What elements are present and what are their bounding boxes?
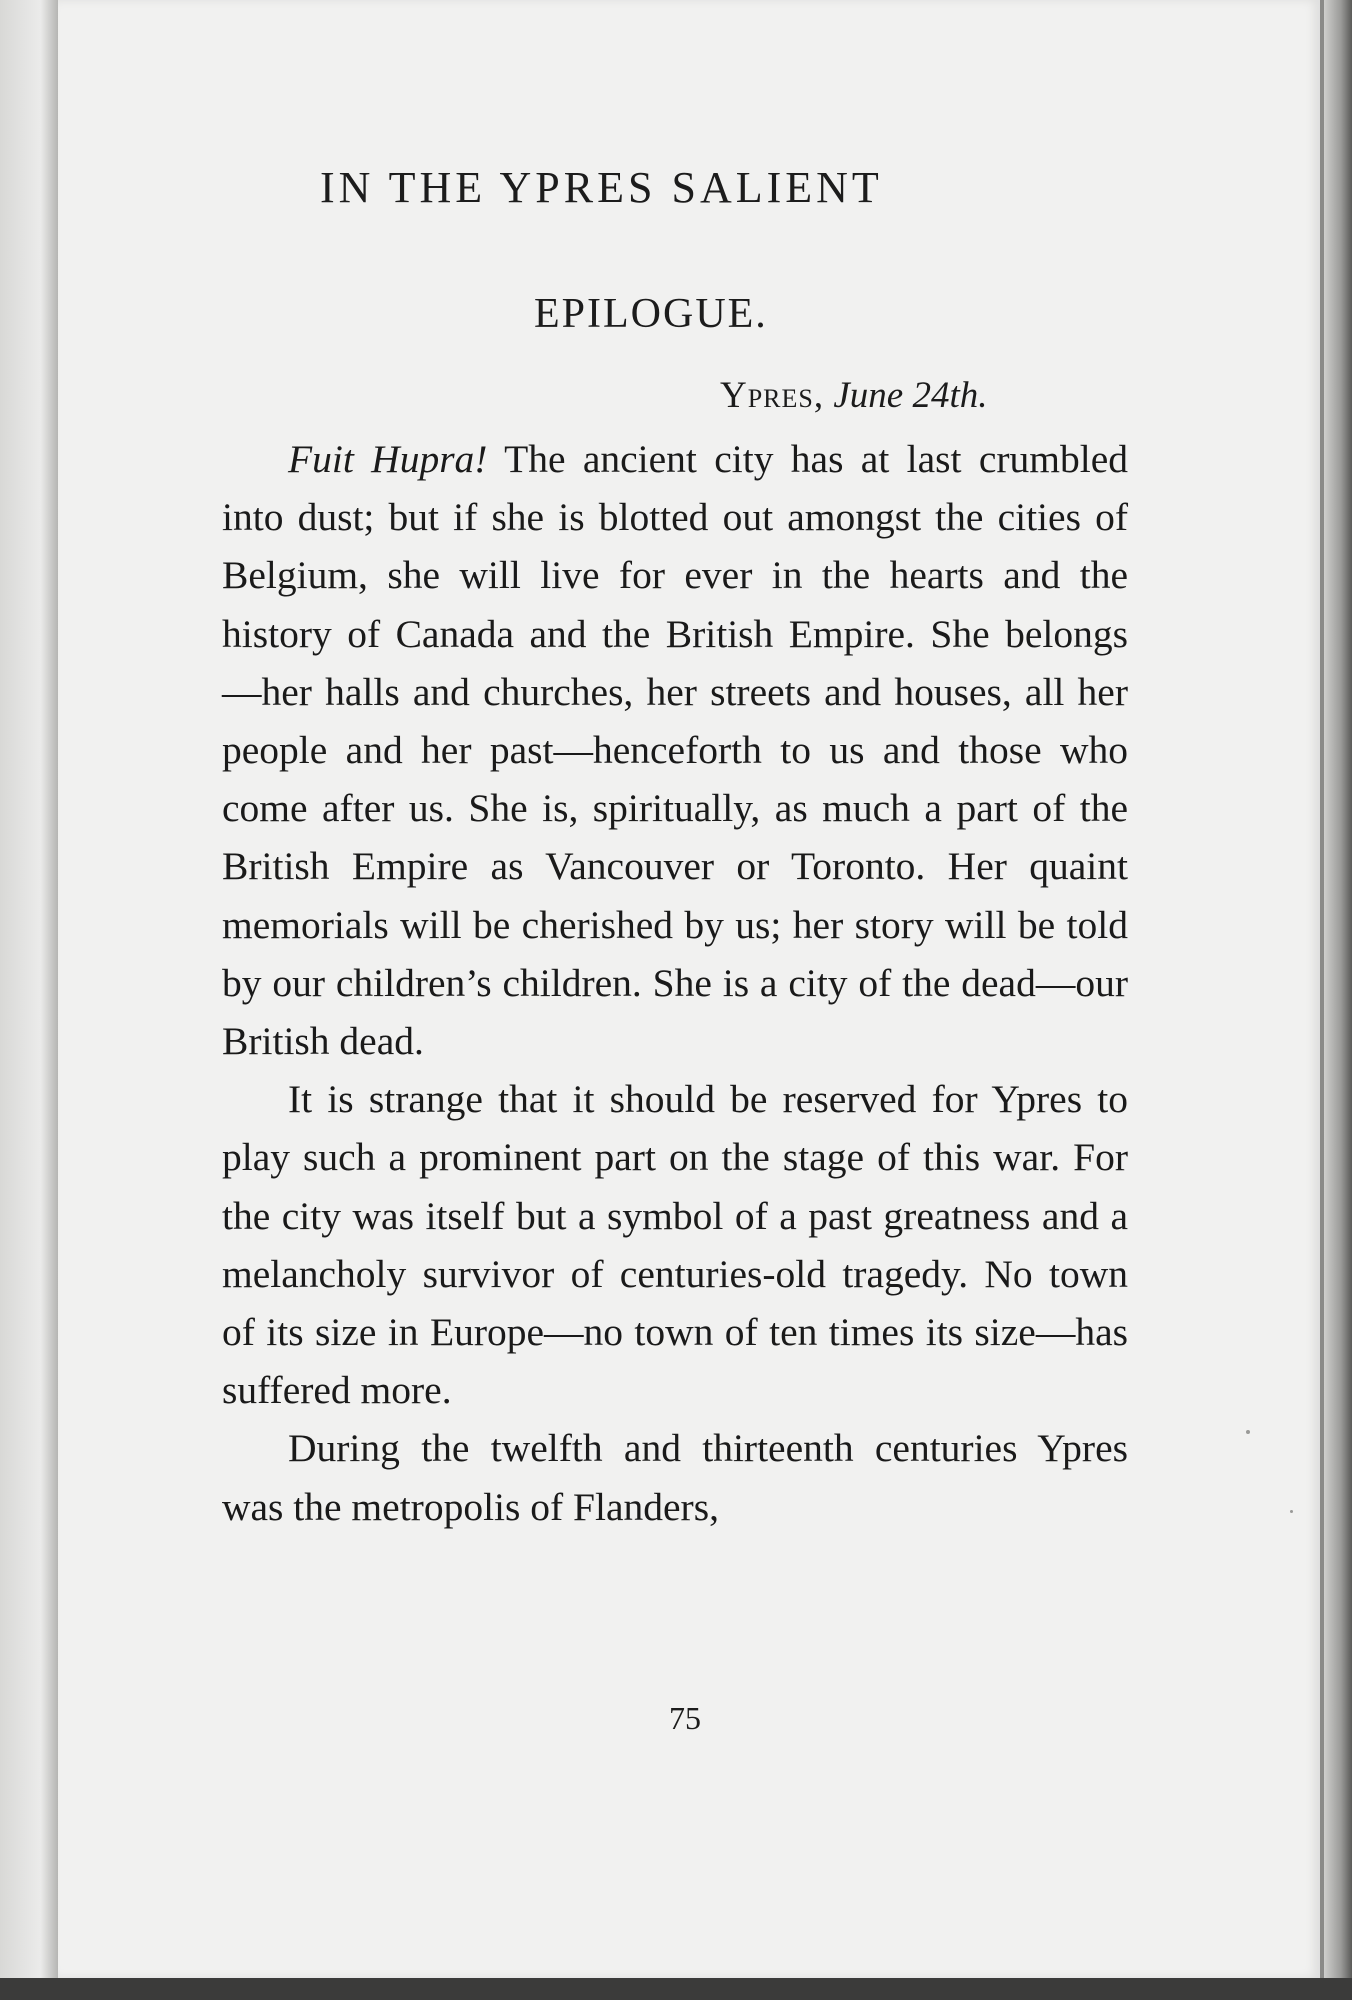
paragraph-1-text: The ancient city has at last crumbled into dust; but if she is blotted out amongst the cities of Belgium, she will live for ever in the hearts and the history of Canada and the British Empire. She belongs —her halls and churches, her streets and houses, all her people and her past—henceforth to us and those who come after us. She is, spiritually, as much a part of the British Empire as Vancouver or Toronto. Her quaint memorials will be cherished by us; her story will be told by our children’s children. She is a city of the dead—our British dead. xyxy=(222,437,1128,1064)
dateline-place: Ypres, xyxy=(720,375,825,416)
body-text xyxy=(222,430,1128,1536)
paragraph-3: During the twelfth and thirteenth centuries Ypres was the metropolis of Flanders, xyxy=(222,1426,1128,1529)
chapter-title: EPILOGUE. xyxy=(534,291,768,337)
facing-page-edge xyxy=(0,0,60,1984)
dateline-date: June 24th. xyxy=(833,375,988,416)
running-head: IN THE YPRES SALIENT xyxy=(320,163,883,212)
paragraph-1-lead: Fuit Hupra! xyxy=(288,437,488,481)
dateline xyxy=(720,374,988,417)
book-fore-edge xyxy=(1324,0,1352,2000)
paper-speck xyxy=(1246,1430,1250,1434)
paragraph-1 xyxy=(222,430,1128,1070)
paper-speck xyxy=(1290,1510,1293,1513)
page-number: 75 xyxy=(669,1700,701,1736)
paragraph-2: It is strange that it should be reserved for Ypres to play such a prominent part on the stage of this war. For the city was itself but a symbol of a past greatness and a melancholy survivor of centuries-old tragedy. No town of its size in Europe—no town of ten times its size—has suffered more. xyxy=(222,1077,1128,1413)
scan-bottom-border xyxy=(0,1978,1352,2000)
